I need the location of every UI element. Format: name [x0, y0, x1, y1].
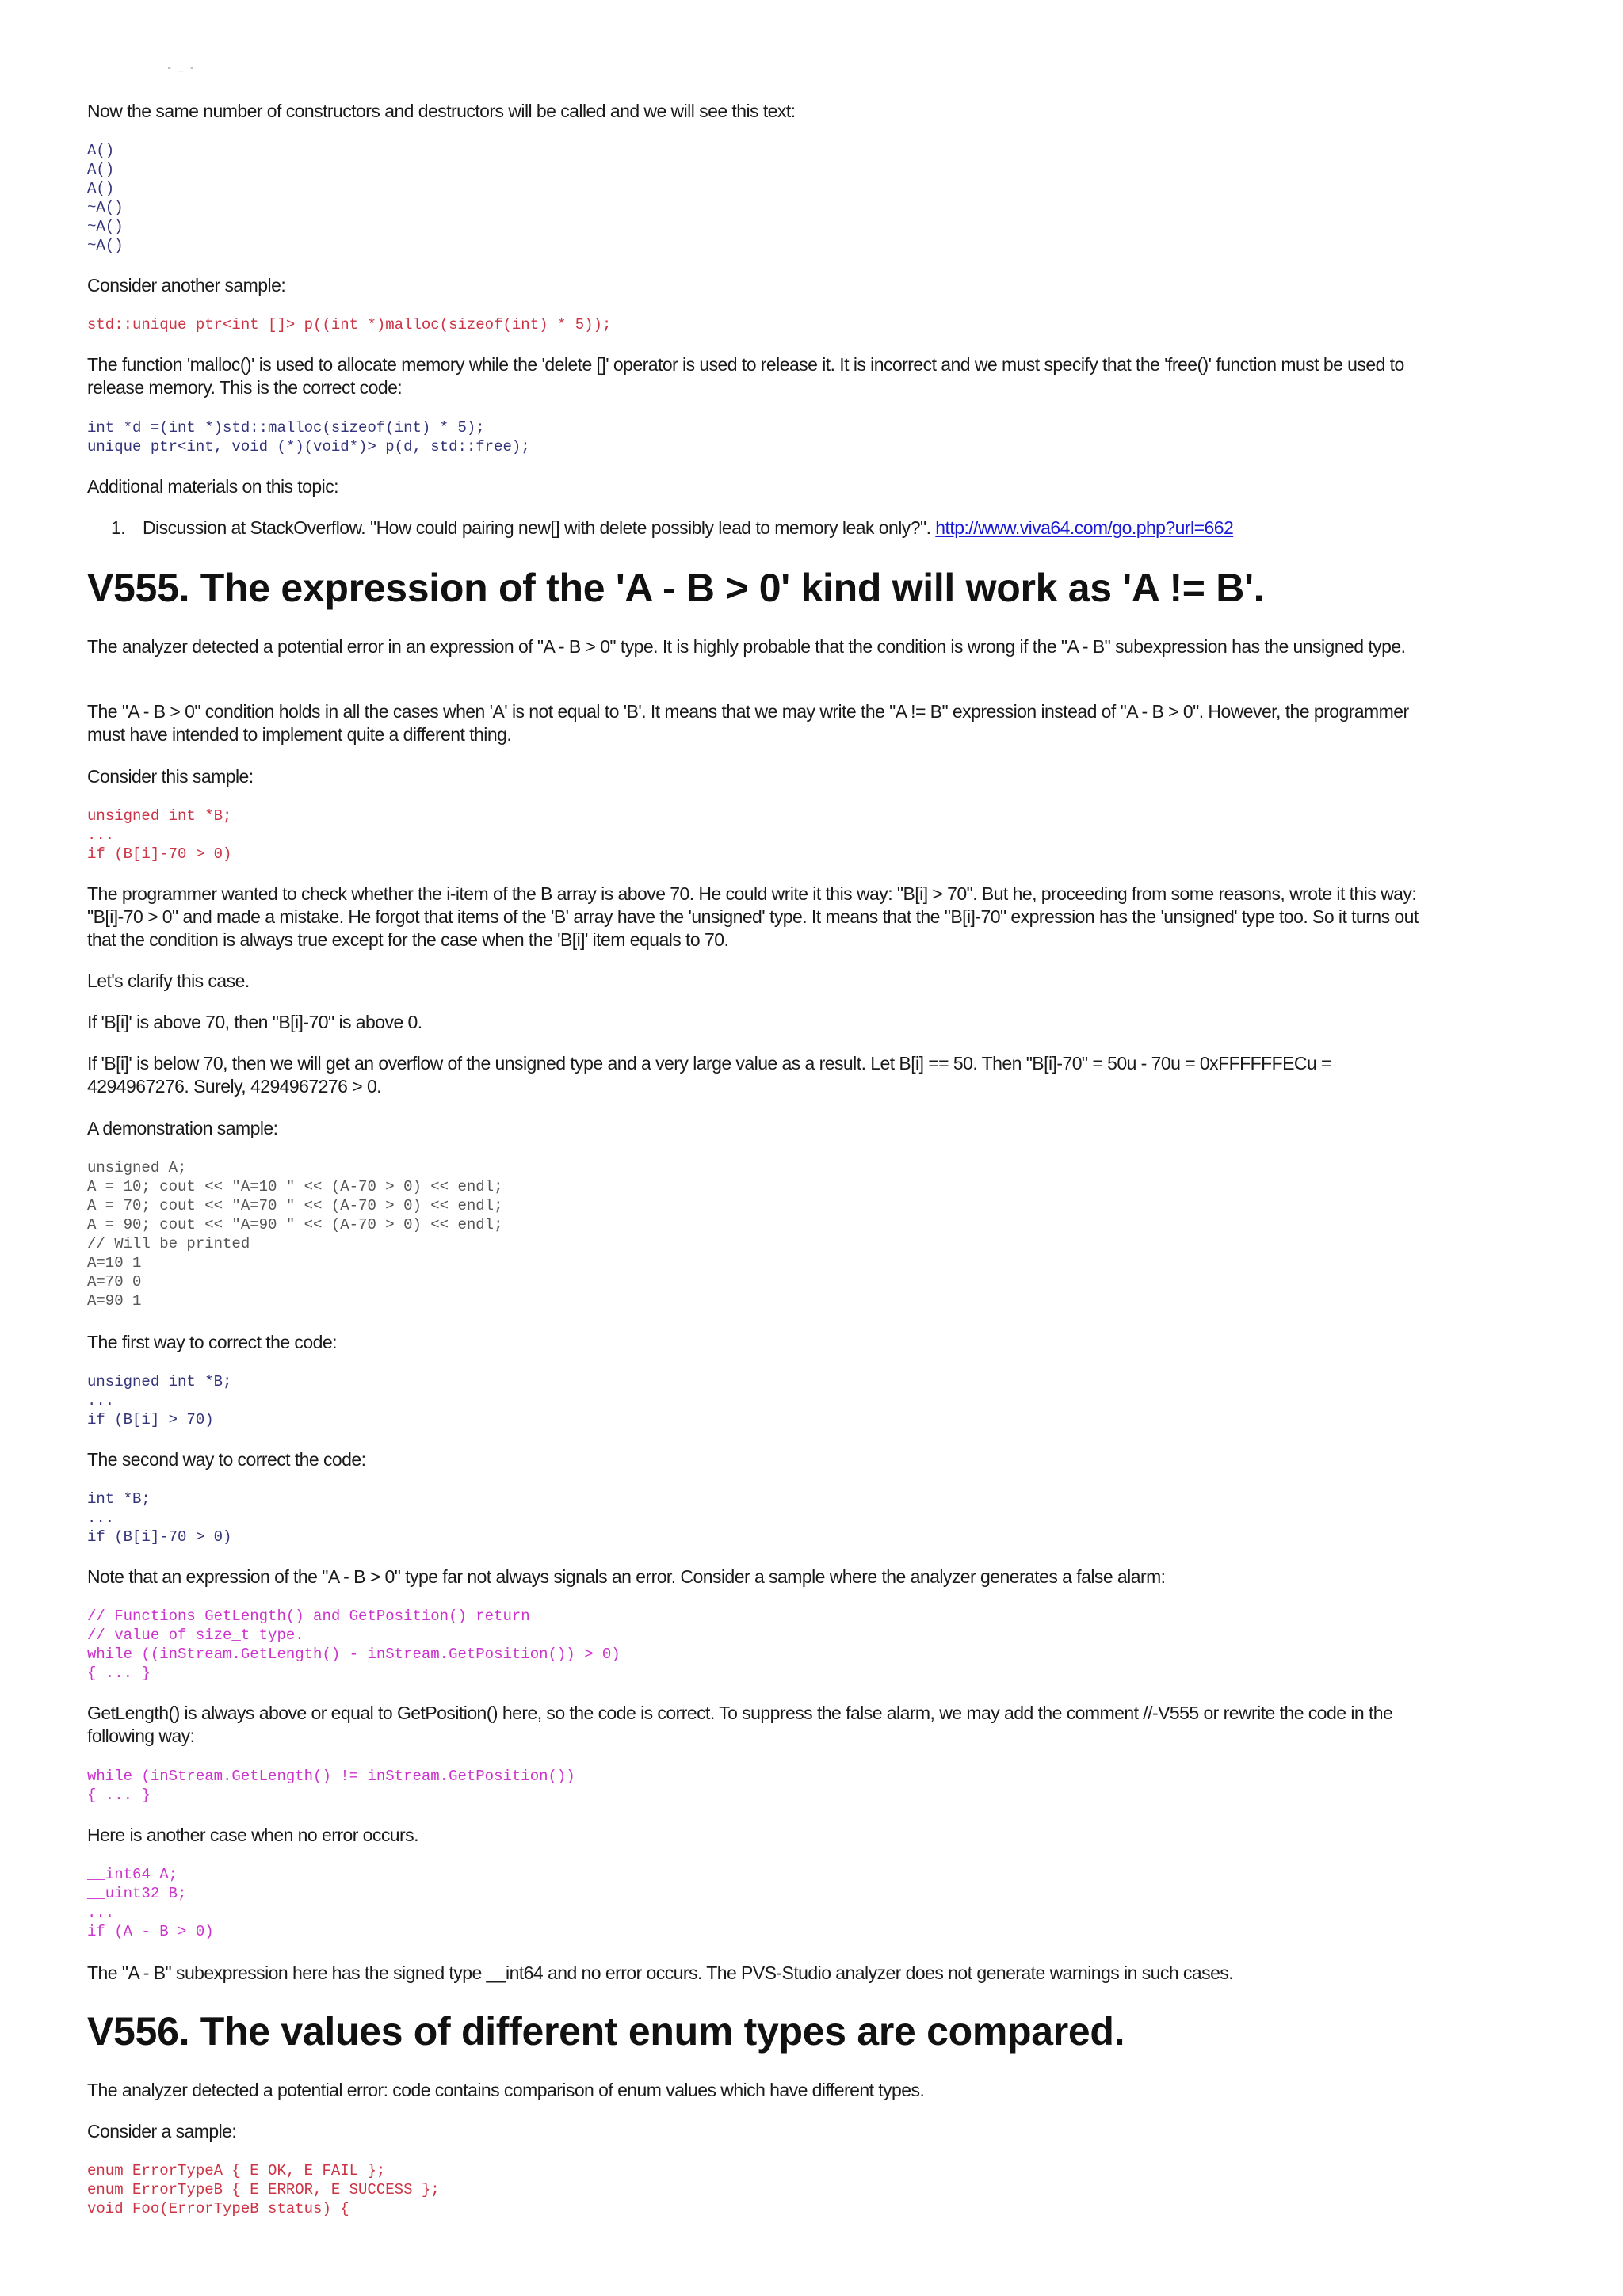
references-list [87, 517, 1233, 540]
section-heading-v556: V556. The values of different enum types are compared. [87, 2009, 1125, 2054]
paragraph: The "A - B > 0" condition holds in all the cases when 'A' is not equal to 'B'. It means that we may write the "A != B" expression instead of "A - B > 0". However, the programmer must have intended to implement quite a different thing. [87, 701, 1409, 745]
paragraph: Consider another sample: [87, 275, 286, 296]
code-block: int *d =(int *)std::malloc(sizeof(int) * 5); unique_ptr<int, void (*)(void*)> p(d, std::free); [87, 419, 530, 456]
paragraph: The analyzer detected a potential error in an expression of "A - B > 0" type. It is highly probable that the condition is wrong if the "A - B" subexpression has the unsigned type. [87, 636, 1406, 657]
page-top-fragment: - _ - [166, 63, 196, 74]
paragraph: GetLength() is always above or equal to GetPosition() here, so the code is correct. To suppress the false alarm, we may add the comment //-V555 or rewrite the code in the following way: [87, 1703, 1393, 1746]
paragraph: Here is another case when no error occurs. [87, 1825, 418, 1845]
code-block: __int64 A; __uint32 B; ... if (A - B > 0) [87, 1866, 214, 1940]
reference-link[interactable]: http://www.viva64.com/go.php?url=662 [935, 517, 1234, 538]
paragraph: The second way to correct the code: [87, 1449, 366, 1470]
code-block: enum ErrorTypeA { E_OK, E_FAIL }; enum ErrorTypeB { E_ERROR, E_SUCCESS }; void Foo(ErrorTypeB status) { [87, 2162, 440, 2218]
paragraph: Consider this sample: [87, 766, 254, 787]
list-item-text: Discussion at StackOverflow. "How could pairing new[] with delete possibly lead to memory leak only?". [143, 517, 936, 538]
list-item [87, 517, 1233, 540]
paragraph: The analyzer detected a potential error: code contains comparison of enum values which have different types. [87, 2080, 925, 2100]
paragraph: Additional materials on this topic: [87, 476, 338, 497]
code-block: A() A() A() ~A() ~A() ~A() [87, 142, 124, 254]
code-block: while (inStream.GetLength() != inStream.GetPosition()) { ... } [87, 1768, 575, 1804]
code-block: // Functions GetLength() and GetPosition() return // value of size_t type. while ((inStream.GetLength() - inStream.GetPosition()) > 0) { ... } [87, 1608, 621, 1682]
paragraph: Note that an expression of the "A - B > 0" type far not always signals an error. Consider a sample where the analyzer generates a false alarm: [87, 1566, 1166, 1587]
section-heading-v555: V555. The expression of the 'A - B > 0' kind will work as 'A != B'. [87, 566, 1265, 610]
list-item-number: 1. [111, 517, 126, 538]
paragraph: The "A - B" subexpression here has the signed type __int64 and no error occurs. The PVS-Studio analyzer does not generate warnings in such cases. [87, 1962, 1234, 1983]
paragraph: If 'B[i]' is above 70, then "B[i]-70" is above 0. [87, 1012, 422, 1032]
paragraph: The programmer wanted to check whether the i-item of the B array is above 70. He could write it this way: "B[i] > 70". But he, proceeding from some reasons, wrote it this way: "B[i]-70 > 0" and made a mistake. He forgot that items of the 'B' array have the 'unsigned' type. It means that the "B[i]-70" expression has the 'unsigned' type too. So it turns out that the condition is always true except for the case when the 'B[i]' item equals to 70. [87, 883, 1419, 950]
code-block: std::unique_ptr<int []> p((int *)malloc(sizeof(int) * 5)); [87, 316, 612, 334]
paragraph: The function 'malloc()' is used to allocate memory while the 'delete []' operator is used to release it. It is incorrect and we must specify that the 'free()' function must be used to release memory. This is the correct code: [87, 354, 1404, 398]
code-block: int *B; ... if (B[i]-70 > 0) [87, 1490, 232, 1546]
paragraph: Consider a sample: [87, 2121, 237, 2142]
paragraph: A demonstration sample: [87, 1118, 278, 1138]
paragraph: The first way to correct the code: [87, 1332, 337, 1352]
paragraph: Let's clarify this case. [87, 971, 250, 991]
code-block: unsigned int *B; ... if (B[i]-70 > 0) [87, 807, 232, 863]
code-block: unsigned A; A = 10; cout << "A=10 " << (A-70 > 0) << endl; A = 70; cout << "A=70 " << (A-70 > 0) << endl; A = 90; cout << "A=90 " << (A-70 > 0) << endl; // Will be printed A=10 1 A=70 0 A=90 1 [87, 1159, 503, 1310]
paragraph: Now the same number of constructors and destructors will be called and we will see this text: [87, 101, 796, 121]
paragraph: If 'B[i]' is below 70, then we will get an overflow of the unsigned type and a very large value as a result. Let B[i] == 50. Then "B[i]-70" = 50u - 70u = 0xFFFFFFECu = 4294967276. Surely, 4294967276 > 0. [87, 1053, 1331, 1097]
code-block: unsigned int *B; ... if (B[i] > 70) [87, 1373, 232, 1428]
